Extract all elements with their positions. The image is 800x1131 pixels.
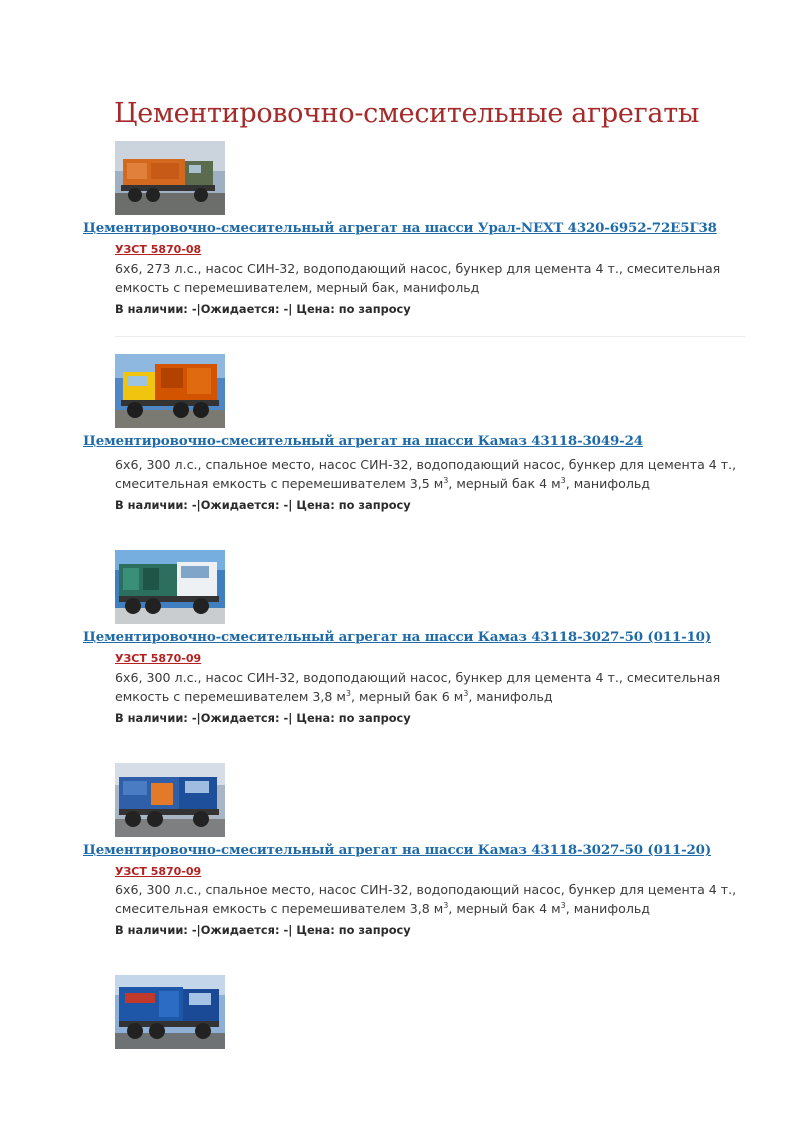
ural-truck-photo-icon [115, 141, 225, 215]
product-image-kamaz-011-20[interactable] [115, 763, 225, 837]
description-text: , манифольд [565, 476, 650, 491]
superscript: 3 [443, 475, 449, 485]
product-description [115, 668, 745, 706]
product-availability: В наличии: -|Ожидается: -| Цена: по запросу [115, 711, 411, 725]
superscript: 3 [345, 688, 352, 698]
product-tag-link[interactable]: УЗСТ 5870-08 [115, 243, 202, 256]
product-title-link[interactable]: Цементировочно-смесительный агрегат на шасси Камаз 43118-3049-24 [83, 433, 643, 449]
superscript: 3 [560, 475, 566, 485]
description-text: , манифольд [468, 689, 553, 704]
product-tag-link[interactable]: УЗСТ 5870-09 [115, 652, 202, 665]
product-description [115, 880, 745, 918]
product-availability: В наличии: -|Ожидается: -| Цена: по запросу [115, 923, 411, 937]
product-tag-link[interactable]: УЗСТ 5870-09 [115, 865, 202, 878]
description-text: , мерный бак 6 м [351, 689, 464, 704]
description-text: 6х6, 300 л.с., спальное место, насос СИН-32, водоподающий насос, бункер для цемента 4 т., смесительная емкость с перемешивателем 3,5 м [115, 457, 737, 491]
product-image-kamaz-3049[interactable] [115, 354, 225, 428]
kamaz-blue-truck-photo-icon [115, 763, 225, 837]
product-image-blue-truck[interactable] [115, 975, 225, 1049]
kamaz-white-truck-photo-icon [115, 550, 225, 624]
product-availability: В наличии: -|Ожидается: -| Цена: по запросу [115, 302, 411, 316]
product-title-link[interactable]: Цементировочно-смесительный агрегат на шасси Камаз 43118-3027-50 (011-10) [83, 629, 712, 645]
product-image-kamaz-011-10[interactable] [115, 550, 225, 624]
product-description [115, 455, 745, 493]
product-description: 6х6, 273 л.с., насос СИН-32, водоподающий насос, бункер для цемента 4 т., смесительная емкость с перемешивателем, мерный бак, манифольд [115, 261, 721, 295]
superscript: 3 [560, 900, 566, 910]
blue-truck-photo-icon [115, 975, 225, 1049]
divider [115, 336, 745, 337]
kamaz-yellow-truck-photo-icon [115, 354, 225, 428]
superscript: 3 [443, 900, 449, 910]
product-image-ural[interactable] [115, 141, 225, 215]
product-title-link[interactable]: Цементировочно-смесительный агрегат на шасси Камаз 43118-3027-50 (011-20) [83, 842, 712, 858]
superscript: 3 [463, 688, 469, 698]
description-text: , мерный бак 4 м [448, 901, 561, 916]
description-text: 6х6, 300 л.с., спальное место, насос СИН-32, водоподающий насос, бункер для цемента 4 т., смесительная емкость с перемешивателем 3,8 м [115, 882, 737, 916]
product-title-link[interactable]: Цементировочно-смесительный агрегат на шасси Урал-NEXT 4320-6952-72Е5Г38 [83, 220, 717, 236]
description-text: , мерный бак 4 м [448, 476, 561, 491]
page-title: Цементировочно-смесительные агрегаты [114, 98, 700, 129]
description-text: , манифольд [565, 901, 650, 916]
description-text: 6х6, 300 л.с., насос СИН-32, водоподающий насос, бункер для цемента 4 т., смесительная емкость с перемешивателем 3,8 м [115, 670, 721, 704]
product-availability: В наличии: -|Ожидается: -| Цена: по запросу [115, 498, 411, 512]
